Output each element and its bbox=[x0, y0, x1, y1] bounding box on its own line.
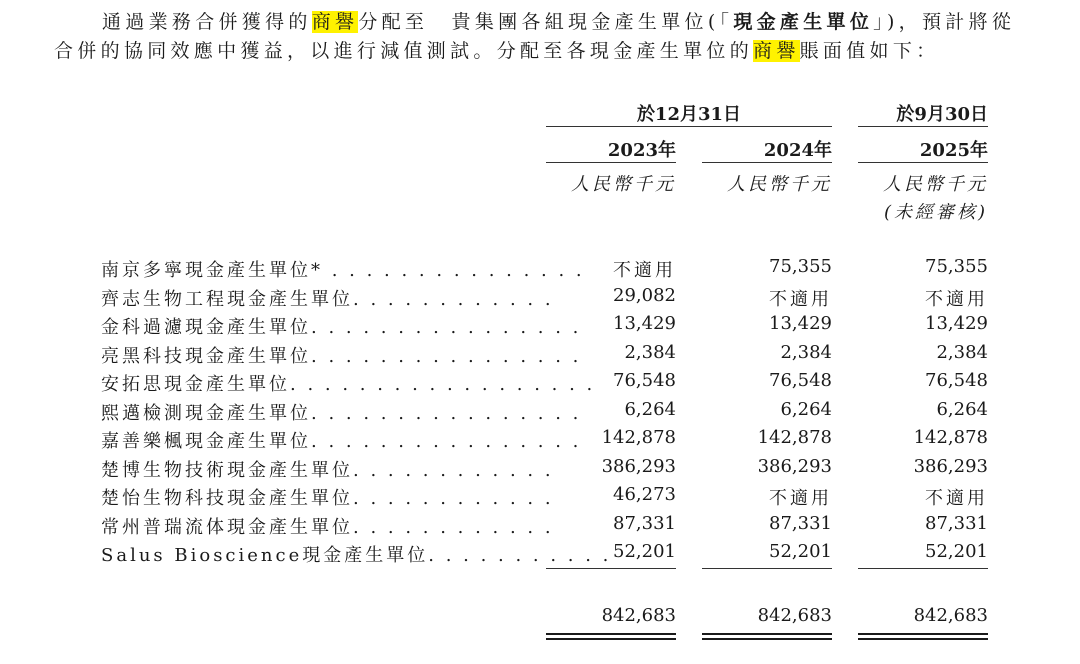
value-2023: 2,384 bbox=[624, 342, 676, 363]
double-rule bbox=[546, 638, 676, 640]
value-2024: 142,878 bbox=[757, 427, 832, 448]
table-row bbox=[0, 256, 1080, 284]
year-header-2023: 2023年 bbox=[607, 140, 676, 161]
subtotal-rule bbox=[546, 568, 676, 569]
header-rule bbox=[546, 126, 832, 127]
value-2025: 2,384 bbox=[936, 342, 988, 363]
table-row bbox=[0, 427, 1080, 455]
intro-paragraph bbox=[54, 8, 1014, 66]
value-2025: 142,878 bbox=[913, 427, 988, 448]
intro-line-2 bbox=[54, 37, 1014, 66]
double-rule bbox=[546, 633, 676, 635]
table-row bbox=[0, 456, 1080, 484]
cgu-name: 齊志生物工程現金產生單位. . . . . . . . . . . . bbox=[101, 289, 554, 310]
value-2025: 75,355 bbox=[925, 256, 988, 277]
unit-label: 人民幣千元 bbox=[571, 174, 676, 195]
value-2025: 87,331 bbox=[925, 513, 988, 534]
value-2025: 52,201 bbox=[925, 541, 988, 562]
cgu-name: 楚怡生物科技現金產生單位. . . . . . . . . . . . bbox=[101, 488, 554, 509]
value-2024: 不適用 bbox=[769, 488, 832, 509]
value-2024: 386,293 bbox=[757, 456, 832, 477]
unaudited-label: (未經審核) bbox=[883, 202, 988, 223]
value-2023: 46,273 bbox=[613, 484, 676, 505]
year-header-2024: 2024年 bbox=[763, 140, 832, 161]
double-rule bbox=[702, 633, 832, 635]
value-2025: 386,293 bbox=[913, 456, 988, 477]
value-2023: 52,201 bbox=[613, 541, 676, 562]
header-rule bbox=[858, 126, 988, 127]
value-2025: 6,264 bbox=[936, 399, 988, 420]
table-row bbox=[0, 342, 1080, 370]
highlight-goodwill: 商譽 bbox=[753, 40, 800, 62]
year-rule bbox=[702, 162, 832, 163]
unit-label: 人民幣千元 bbox=[883, 174, 988, 195]
unit-label: 人民幣千元 bbox=[727, 174, 832, 195]
defined-term: 現金產生單位 bbox=[733, 11, 874, 33]
value-2024: 75,355 bbox=[769, 256, 832, 277]
cgu-name: Salus Bioscience現金產生單位. . . . . . . . . . . bbox=[101, 545, 612, 566]
cgu-name: 亮黑科技現金產生單位. . . . . . . . . . . . . . . . bbox=[101, 346, 582, 367]
value-2024: 13,429 bbox=[769, 313, 832, 334]
intro-text: 通過業務合併獲得的 bbox=[102, 11, 312, 33]
table-row bbox=[0, 541, 1080, 569]
total-2025: 842,683 bbox=[913, 605, 988, 626]
intro-line-1 bbox=[54, 8, 1014, 37]
value-2023: 29,082 bbox=[613, 285, 676, 306]
value-2025: 不適用 bbox=[925, 488, 988, 509]
subtotal-rule bbox=[702, 568, 832, 569]
table-row bbox=[0, 484, 1080, 512]
cgu-name: 常州普瑞流体現金產生單位. . . . . . . . . . . . bbox=[101, 517, 554, 538]
double-rule bbox=[702, 638, 832, 640]
table-row bbox=[0, 399, 1080, 427]
double-rule bbox=[858, 638, 988, 640]
value-2024: 87,331 bbox=[769, 513, 832, 534]
year-rule bbox=[546, 162, 676, 163]
subtotal-rule bbox=[858, 568, 988, 569]
value-2025: 76,548 bbox=[925, 370, 988, 391]
value-2023: 6,264 bbox=[624, 399, 676, 420]
cgu-name: 金科過濾現金產生單位. . . . . . . . . . . . . . . . bbox=[101, 317, 582, 338]
total-2024: 842,683 bbox=[757, 605, 832, 626]
cgu-name: 安拓思現金產生單位. . . . . . . . . . . . . . . . . . bbox=[101, 374, 596, 395]
value-2024: 不適用 bbox=[769, 289, 832, 310]
year-header-2025: 2025年 bbox=[919, 140, 988, 161]
intro-text: 」)，預計將從 bbox=[873, 11, 1016, 33]
value-2024: 6,264 bbox=[780, 399, 832, 420]
cgu-name: 熙邁檢測現金產生單位. . . . . . . . . . . . . . . . bbox=[101, 403, 582, 424]
table-row bbox=[0, 285, 1080, 313]
value-2023: 76,548 bbox=[613, 370, 676, 391]
value-2023: 不適用 bbox=[613, 260, 676, 281]
intro-text: 賬面值如下： bbox=[799, 40, 940, 62]
total-2023: 842,683 bbox=[601, 605, 676, 626]
table-row bbox=[0, 513, 1080, 541]
value-2024: 2,384 bbox=[780, 342, 832, 363]
value-2025: 不適用 bbox=[925, 289, 988, 310]
value-2023: 87,331 bbox=[613, 513, 676, 534]
highlight-goodwill: 商譽 bbox=[311, 11, 359, 33]
value-2023: 386,293 bbox=[601, 456, 676, 477]
total-row bbox=[0, 605, 1080, 633]
value-2023: 13,429 bbox=[613, 313, 676, 334]
intro-text: 分配至 貴集團各組現金產生單位(「 bbox=[358, 11, 734, 33]
cgu-name: 楚博生物技術現金產生單位. . . . . . . . . . . . bbox=[101, 460, 554, 481]
intro-text: 合併的協同效應中獲益，以進行減值測試。分配至各現金產生單位的 bbox=[54, 40, 754, 62]
table-row bbox=[0, 313, 1080, 341]
period-header-sep30: 於9月30日 bbox=[896, 104, 988, 125]
year-rule bbox=[858, 162, 988, 163]
value-2024: 52,201 bbox=[769, 541, 832, 562]
value-2025: 13,429 bbox=[925, 313, 988, 334]
double-rule bbox=[858, 633, 988, 635]
cgu-name: 嘉善樂楓現金產生單位. . . . . . . . . . . . . . . . bbox=[101, 431, 582, 452]
table-row bbox=[0, 370, 1080, 398]
cgu-name: 南京多寧現金產生單位* . . . . . . . . . . . . . . . bbox=[101, 260, 585, 281]
value-2023: 142,878 bbox=[601, 427, 676, 448]
value-2024: 76,548 bbox=[769, 370, 832, 391]
period-header-dec31: 於12月31日 bbox=[636, 104, 742, 125]
